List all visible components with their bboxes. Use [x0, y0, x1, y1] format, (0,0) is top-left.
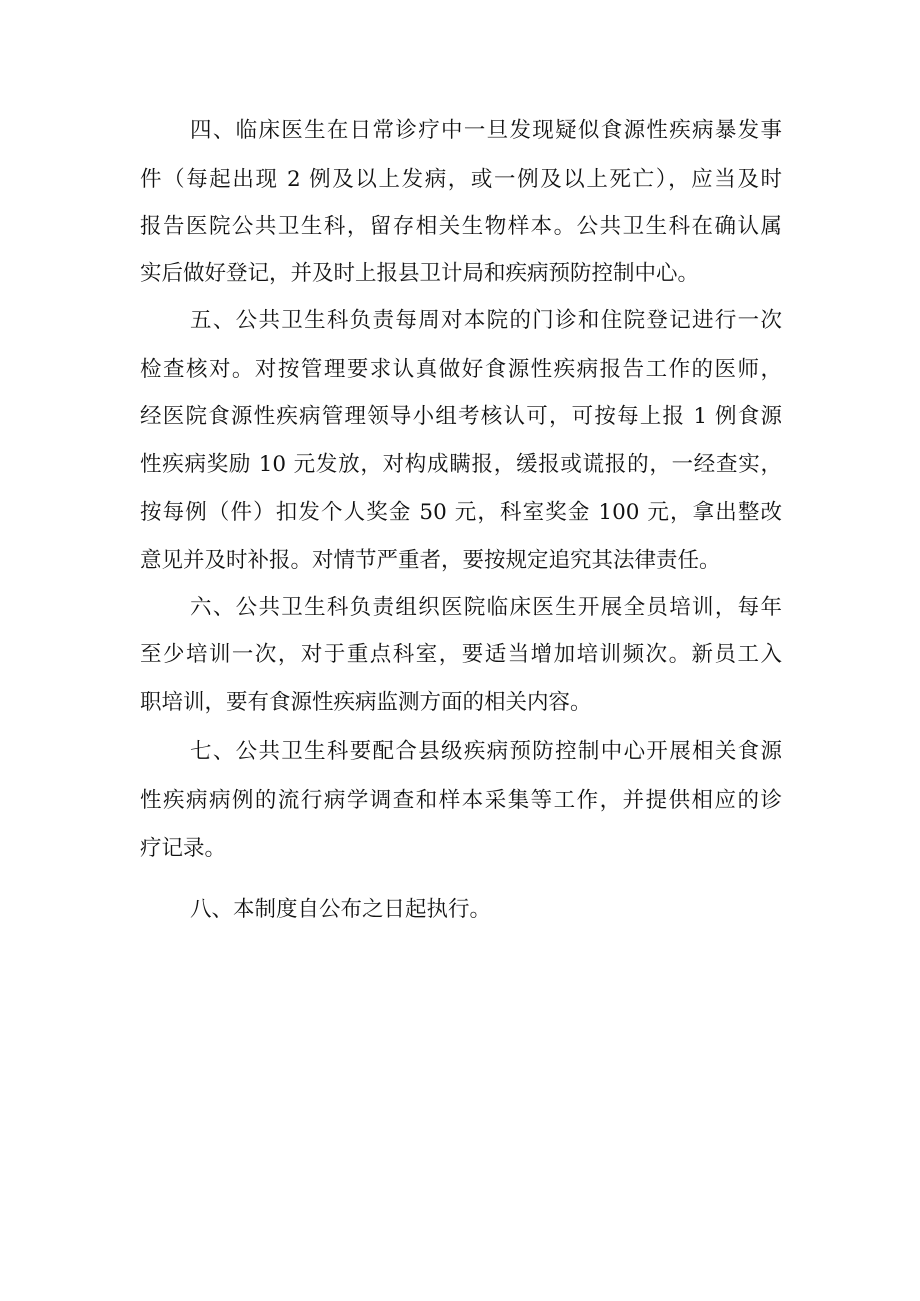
paragraph-7-line-2: 性疾病病例的流行病学调查和样本采集等工作，并提供相应的诊: [140, 788, 782, 813]
paragraph-7-line-3: 疗记录。: [140, 836, 227, 861]
paragraph-4-line-1: 四、临床医生在日常诊疗中一旦发现疑似食源性疾病暴发事: [190, 118, 782, 143]
paragraph-4-line-2: 件（每起出现 2 例及以上发病，或一例及以上死亡），应当及时: [140, 167, 782, 192]
paragraph-5-line-2: 检查核对。对按管理要求认真做好食源性疾病报告工作的医师，: [140, 357, 782, 382]
paragraph-5-line-3: 经医院食源性疾病管理领导小组考核认可，可按每上报 1 例食源: [140, 404, 782, 429]
paragraph-5-line-4: 性疾病奖励 10 元发放，对构成瞒报，缓报或谎报的，一经查实，: [140, 452, 782, 477]
paragraph-8-line-1: 八、本制度自公布之日起执行。: [190, 897, 492, 922]
paragraph-5-line-5: 按每例（件）扣发个人奖金 50 元，科室奖金 100 元，拿出整改: [140, 500, 782, 525]
paragraph-5-line-1: 五、公共卫生科负责每周对本院的门诊和住院登记进行一次: [190, 308, 782, 333]
paragraph-4-line-3: 报告医院公共卫生科，留存相关生物样本。公共卫生科在确认属: [140, 214, 782, 239]
paragraph-6-line-2: 至少培训一次，对于重点科室，要适当增加培训频次。新员工入: [140, 642, 782, 667]
paragraph-4-line-4: 实后做好登记，并及时上报县卫计局和疾病预防控制中心。: [140, 261, 700, 286]
paragraph-6-line-3: 职培训，要有食源性疾病监测方面的相关内容。: [140, 690, 592, 715]
paragraph-7-line-1: 七、公共卫生科要配合县级疾病预防控制中心开展相关食源: [190, 739, 782, 764]
paragraph-6-line-1: 六、公共卫生科负责组织医院临床医生开展全员培训，每年: [190, 595, 782, 620]
paragraph-5-line-6: 意见并及时补报。对情节严重者，要按规定追究其法律责任。: [140, 548, 721, 573]
